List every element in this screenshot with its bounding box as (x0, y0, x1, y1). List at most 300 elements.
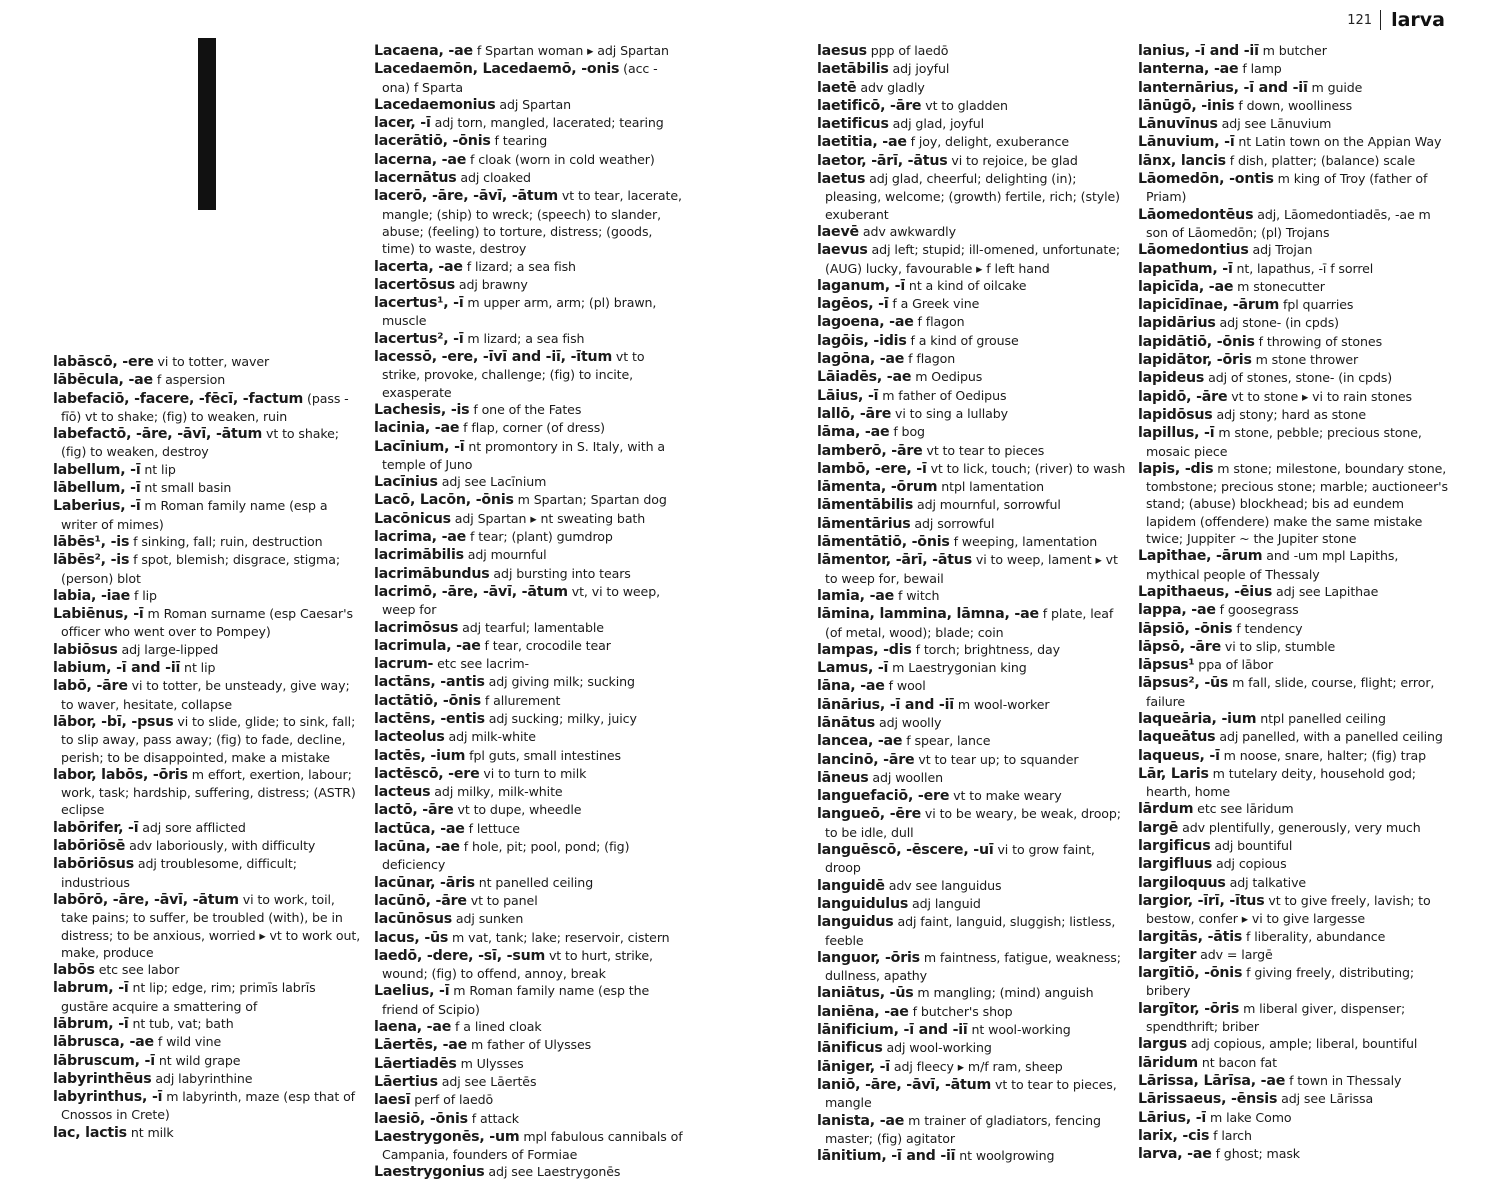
entry-definition: m stone; milestone, boundary stone, tombstone; precious stone; marble; auctioneer's stand; (abuse) blockhead; bis ad eundem lapidem (offendere) make the same mistake twice; Juppiter ~ the Jupiter stone (1146, 460, 1448, 547)
entry-headword: lacrima, -ae (374, 529, 467, 546)
entry-definition: nt lip (140, 461, 176, 477)
entry-definition: nt lip; edge, rim; primīs labrīs gustāre acquire a smattering of (61, 980, 316, 1014)
dictionary-entry (817, 696, 1129, 714)
entry-headword: lābrusca, -ae (53, 1034, 154, 1051)
entry-definition: f ghost; mask (1211, 1146, 1300, 1162)
dictionary-entry (1138, 1072, 1450, 1090)
dictionary-entry (1138, 460, 1450, 547)
entry-headword: languefaciō, -ere (817, 788, 950, 805)
entry-definition: m fall, slide, course, flight; error, failure (1146, 675, 1435, 709)
dictionary-entry (374, 1018, 684, 1036)
entry-definition: adj sorrowful (910, 515, 995, 531)
entry-definition: f butcher's shop (908, 1003, 1013, 1019)
dictionary-entry (817, 152, 1129, 170)
entry-headword: labellum, -ī (53, 461, 141, 478)
entry-headword: lactō, -āre (374, 802, 454, 819)
dictionary-entry (817, 241, 1129, 277)
entry-definition: vi to rejoice, be glad (947, 152, 1078, 168)
entry-headword: lallō, -āre (817, 405, 892, 422)
entry-definition: f cloak (worn in cold weather) (466, 151, 655, 167)
dictionary-entry (817, 1058, 1129, 1076)
dictionary-entry (817, 515, 1129, 533)
entry-definition: vt to hurt, strike, wound; (fig) to offend, annoy, break (382, 947, 653, 982)
entry-definition: m labyrinth, maze (esp that of Cnossos in Crete) (61, 1089, 356, 1123)
entry-definition: m tutelary deity, household god; hearth, home (1146, 765, 1416, 800)
dictionary-entry (53, 479, 365, 497)
entry-headword: lactēs, -ium (374, 747, 466, 764)
dictionary-entry (817, 1147, 1129, 1165)
entry-headword: laetus (817, 171, 866, 188)
entry-headword: lānūgō, -inis (1138, 97, 1235, 114)
entry-definition: vt to panel (466, 892, 538, 908)
dictionary-entry (374, 473, 684, 491)
dictionary-entry (374, 892, 684, 910)
dictionary-entry (374, 820, 684, 838)
entry-headword: Lacedaemonius (374, 96, 496, 113)
entry-headword: lagoena, -ae (817, 314, 914, 331)
entry-definition: adj see Lacīnium (437, 474, 547, 490)
dictionary-entry (374, 947, 684, 983)
entry-headword: lacerta, -ae (374, 258, 463, 275)
entry-headword: lanista, -ae (817, 1112, 905, 1129)
dictionary-entry (374, 401, 684, 419)
dictionary-entry (53, 587, 365, 605)
entry-definition: f town in Thessaly (1285, 1072, 1402, 1088)
dictionary-entry (817, 877, 1129, 895)
entry-definition: adj Trojan (1248, 242, 1313, 258)
dictionary-entry (817, 1076, 1129, 1112)
entry-headword: Lāertēs, -ae (374, 1037, 468, 1054)
entry-headword: languidus (817, 914, 894, 931)
dictionary-entry (817, 460, 1129, 478)
entry-headword: largior, -īrī, -ītus (1138, 892, 1265, 909)
dictionary-entry (374, 692, 684, 710)
entry-definition: etc see lacrim- (433, 656, 529, 672)
entry-definition: f dish, platter; (balance) scale (1225, 152, 1416, 168)
entry-headword: lamberō, -āre (817, 442, 923, 459)
entry-headword: languēscō, -ēscere, -uī (817, 842, 994, 859)
dictionary-entry (817, 277, 1129, 295)
dictionary-entry (817, 1021, 1129, 1039)
dictionary-entry (817, 805, 1129, 841)
entry-headword: lagēos, -ī (817, 296, 889, 313)
dictionary-entry (53, 461, 365, 479)
entry-headword: lābrum, -ī (53, 1015, 129, 1032)
dictionary-entry (374, 838, 684, 874)
entry-definition: m butcher (1258, 43, 1327, 58)
entry-headword: larva, -ae (1138, 1146, 1212, 1163)
dictionary-entry (374, 546, 684, 564)
dictionary-entry (374, 565, 684, 583)
entry-headword: lapillus, -ī (1138, 425, 1215, 442)
entry-headword: lapideus (1138, 370, 1205, 387)
dictionary-entry (817, 97, 1129, 115)
entry-definition: nt milk (126, 1124, 174, 1140)
entry-definition: etc see labor (94, 962, 180, 978)
entry-definition: m noose, snare, halter; (fig) trap (1219, 747, 1427, 763)
entry-definition: adj copious (1212, 856, 1287, 872)
entry-headword: lānitium, -ī and -iī (817, 1148, 956, 1165)
entry-definition: vt to tear up; to squander (914, 751, 1079, 767)
entry-headword: laetābilis (817, 61, 889, 78)
dictionary-entry (1138, 388, 1450, 406)
entry-headword: largus (1138, 1036, 1187, 1053)
entry-headword: lapathum, -ī (1138, 260, 1233, 277)
entry-headword: Lacō, Lacōn, -ōnis (374, 492, 514, 509)
entry-headword: lanterna, -ae (1138, 61, 1239, 78)
dictionary-entry (817, 115, 1129, 133)
dictionary-entry (1138, 892, 1450, 928)
dictionary-entry (374, 491, 684, 509)
entry-definition: adj see Lānuvium (1217, 116, 1332, 132)
dictionary-entry (374, 114, 684, 132)
entry-headword: Lāomedontēus (1138, 206, 1254, 223)
entry-headword: lānārius, -ī and -iī (817, 696, 954, 713)
dictionary-entry (53, 425, 365, 461)
entry-definition: adj sunken (451, 911, 524, 927)
entry-headword: Laberius, -ī (53, 498, 141, 515)
entry-definition: adj panelled, with a panelled ceiling (1215, 729, 1443, 745)
dictionary-entry (1138, 333, 1450, 351)
entry-definition: m faintness, fatigue, weakness; dullness, apathy (825, 949, 1121, 984)
entry-definition: vt to lick, touch; (river) to wash (926, 460, 1126, 476)
entry-definition: adv awkwardly (858, 223, 956, 239)
dictionary-entry (53, 837, 365, 855)
entry-headword: laesiō, -ōnis (374, 1110, 468, 1127)
dictionary-entry (1138, 241, 1450, 259)
dictionary-entry (1138, 620, 1450, 638)
entry-headword: Lacōnicus (374, 510, 451, 527)
dictionary-column-2 (374, 42, 684, 1182)
entry-headword: Lachesis, -is (374, 401, 470, 418)
entry-definition: adj left; stupid; ill-omened, unfortunate; (AUG) lucky, favourable ▸ f left hand (825, 242, 1120, 276)
entry-headword: largē (1138, 819, 1179, 836)
dictionary-entry (817, 714, 1129, 732)
entry-definition: etc see lāridum (1193, 801, 1294, 817)
dictionary-entry (817, 949, 1129, 985)
entry-headword: lacerātiō, -ōnis (374, 133, 491, 150)
dictionary-entry (817, 841, 1129, 877)
entry-definition: adj mournful, sorrowful (913, 497, 1061, 513)
dictionary-entry (374, 801, 684, 819)
entry-definition: f giving freely, distributing; bribery (1146, 965, 1415, 999)
entry-definition: m mangling; (mind) anguish (913, 985, 1094, 1001)
dictionary-entry (374, 982, 684, 1018)
entry-definition: ntpl panelled ceiling (1256, 710, 1386, 726)
dictionary-entry (1138, 728, 1450, 746)
entry-headword: labōriōsus (53, 856, 134, 873)
entry-headword: lābēs¹, -is (53, 533, 130, 550)
entry-headword: lābruscum, -ī (53, 1052, 155, 1069)
dictionary-entry (53, 713, 365, 766)
entry-definition: f a lined cloak (451, 1019, 542, 1035)
entry-definition: m Roman family name (esp the friend of Scipio) (382, 983, 650, 1017)
entry-definition: m father of Oedipus (878, 387, 1007, 403)
entry-headword: lacrimula, -ae (374, 637, 481, 654)
dictionary-entry (1138, 1054, 1450, 1072)
entry-headword: lapidārius (1138, 315, 1216, 332)
dictionary-entry (374, 510, 684, 528)
entry-definition: adj Spartan (495, 96, 571, 112)
dictionary-entry (374, 910, 684, 928)
entry-definition: adj large-lipped (117, 641, 219, 657)
entry-definition: m Roman family name (esp a writer of mimes) (61, 498, 328, 532)
entry-definition: f sinking, fall; ruin, destruction (129, 533, 323, 549)
entry-headword: lāmentor, -ārī, -ātus (817, 552, 972, 569)
entry-definition: nt tub, vat; bath (128, 1015, 234, 1031)
entry-definition: vi to grow faint, droop (825, 842, 1095, 876)
entry-definition: f lettuce (464, 820, 520, 836)
entry-headword: Lāomedontius (1138, 242, 1249, 259)
entry-headword: largiter (1138, 946, 1197, 963)
dictionary-entry (1138, 369, 1450, 387)
entry-definition: adj joyful (888, 61, 950, 77)
entry-definition: vi to sing a lullaby (891, 405, 1009, 421)
entry-headword: Lapithae, -ārum (1138, 548, 1263, 565)
entry-headword: larix, -cis (1138, 1127, 1210, 1144)
dictionary-entry (817, 659, 1129, 677)
entry-definition: nt bacon fat (1197, 1054, 1277, 1070)
entry-definition: f lamp (1238, 61, 1282, 77)
dictionary-entry (1138, 855, 1450, 873)
dictionary-entry (374, 765, 684, 783)
dictionary-entry (374, 96, 684, 114)
header-divider (1380, 10, 1381, 30)
entry-definition: vi to slip, stumble (1221, 638, 1336, 654)
entry-definition: vi to slide, glide; to sink, fall; to slip away, pass away; (fig) to fade, decline, perish; to be disappointed, make a mistake (61, 713, 356, 765)
dictionary-entry (53, 766, 365, 819)
entry-definition: nt promontory in S. Italy, with a temple of Juno (382, 438, 666, 472)
entry-headword: largiloquus (1138, 874, 1226, 891)
entry-headword: largitās, -ātis (1138, 928, 1243, 945)
entry-headword: laniō, -āre, -āvī, -ātum (817, 1076, 992, 1093)
dictionary-entry (374, 747, 684, 765)
entry-definition: adj sore afflicted (138, 819, 246, 835)
entry-headword: lāniger, -ī (817, 1058, 890, 1075)
entry-definition: f attack (467, 1110, 519, 1126)
entry-definition: adj talkative (1225, 874, 1307, 890)
dictionary-entry (1138, 656, 1450, 674)
entry-definition: adj sucking; milky, juicy (484, 710, 637, 726)
entry-definition: nt lip (180, 660, 216, 676)
dictionary-entry (53, 979, 365, 1015)
entry-headword: labyrinthus, -ī (53, 1089, 163, 1106)
dictionary-entry (1138, 260, 1450, 278)
entry-definition: f lip (130, 587, 157, 603)
entry-definition: f flagon (913, 314, 965, 330)
entry-definition: vt, vi to weep, weep for (382, 583, 661, 618)
entry-headword: lāna, -ae (817, 678, 885, 695)
entry-headword: lacertōsus (374, 276, 455, 293)
dictionary-entry (53, 891, 365, 961)
entry-definition: adj woollen (868, 769, 943, 785)
entry-headword: lacteus (374, 784, 431, 801)
entry-headword: labōrifer, -ī (53, 819, 139, 836)
dictionary-entry (1138, 1090, 1450, 1108)
entry-headword: lānificus (817, 1040, 883, 1057)
entry-headword: Laestrygonēs, -um (374, 1128, 520, 1145)
page-header (1347, 8, 1445, 32)
entry-definition: ppp of laedō (866, 43, 949, 58)
dictionary-entry (817, 913, 1129, 949)
entry-headword: lagōis, -idis (817, 332, 907, 349)
dictionary-entry (374, 276, 684, 294)
entry-definition: m lake Como (1206, 1109, 1292, 1125)
dictionary-entry (817, 1112, 1129, 1148)
entry-definition: adj cloaked (456, 170, 531, 186)
entry-headword: lāpsō, -āre (1138, 638, 1221, 655)
dictionary-entry (53, 819, 365, 837)
entry-headword: labor, labōs, -ōris (53, 766, 188, 783)
entry-headword: lactēscō, -ere (374, 765, 480, 782)
entry-definition: m stone thrower (1251, 352, 1359, 368)
dictionary-entry (1138, 115, 1450, 133)
entry-headword: lacertus², -ī (374, 330, 464, 347)
entry-definition: f one of the Fates (469, 401, 582, 417)
dictionary-entry (53, 641, 365, 659)
entry-headword: labō, -āre (53, 678, 128, 695)
entry-definition: f flap, corner (of dress) (459, 420, 605, 436)
entry-headword: Lārissa, Lārīsa, -ae (1138, 1072, 1286, 1089)
entry-headword: Lacedaemōn, Lacedaemō, -onis (374, 61, 620, 78)
entry-definition: vi to totter, be unsteady, give way; to waver, hesitate, collapse (61, 678, 350, 712)
dictionary-entry (374, 294, 684, 330)
entry-definition: adj of stones, stone- (in cpds) (1204, 370, 1393, 386)
entry-definition: m Laestrygonian king (888, 660, 1027, 676)
entry-definition: adj giving milk; sucking (484, 674, 635, 690)
entry-headword: laevus (817, 242, 868, 259)
dictionary-entry (374, 348, 684, 401)
entry-definition: adj bountiful (1210, 838, 1293, 854)
entry-headword: lancinō, -āre (817, 751, 915, 768)
dictionary-entry (817, 984, 1129, 1002)
entry-headword: Lāertius (374, 1073, 438, 1090)
entry-headword: lacerna, -ae (374, 151, 467, 168)
entry-definition: adj, Lāomedontiadēs, -ae m son of Lāomedōn; (pl) Trojans (1146, 206, 1431, 240)
dictionary-entry (817, 295, 1129, 313)
entry-headword: lac, lactis (53, 1124, 127, 1141)
entry-headword: lacūna, -ae (374, 839, 460, 856)
entry-definition: f a Greek vine (888, 296, 980, 312)
entry-headword: Laestrygonius (374, 1164, 485, 1181)
entry-definition: f allurement (480, 692, 561, 708)
entry-headword: laqueus, -ī (1138, 747, 1220, 764)
entry-definition: adj mournful (463, 547, 547, 563)
entry-definition: adj milk-white (444, 729, 536, 745)
entry-definition: f bog (889, 424, 925, 440)
dictionary-entry (1138, 79, 1450, 97)
dictionary-entry (374, 151, 684, 169)
dictionary-entry (1138, 710, 1450, 728)
dictionary-entry (1138, 424, 1450, 460)
dictionary-entry (1138, 928, 1450, 946)
entry-headword: Lacīnium, -ī (374, 438, 465, 455)
dictionary-entry (374, 438, 684, 474)
entry-headword: laniēna, -ae (817, 1003, 909, 1020)
entry-definition: m upper arm, arm; (pl) brawn, muscle (382, 295, 657, 329)
entry-definition: ppa of lābor (1194, 657, 1274, 673)
page-number: 121 (1347, 12, 1373, 28)
dictionary-entry (374, 528, 684, 546)
entry-headword: lānificium, -ī and -iī (817, 1022, 968, 1039)
entry-definition: adj bursting into tears (489, 565, 631, 581)
entry-definition: adj fleecy ▸ m/f ram, sheep (889, 1058, 1063, 1074)
entry-definition: mpl fabulous cannibals of Campania, founders of Formiae (382, 1128, 683, 1163)
entry-headword: lacrimābilis (374, 547, 464, 564)
entry-headword: lacūnōsus (374, 911, 452, 928)
entry-headword: lacrimōsus (374, 619, 459, 636)
dictionary-entry (1138, 1000, 1450, 1036)
entry-definition: f tendency (1232, 620, 1303, 636)
entry-headword: lapidōsus (1138, 406, 1213, 423)
entry-headword: lāma, -ae (817, 424, 890, 441)
entry-headword: lārdum (1138, 801, 1194, 818)
entry-definition: f hole, pit; pool, pond; (fig) deficiency (382, 839, 630, 873)
dictionary-entry (817, 332, 1129, 350)
entry-headword: laesī (374, 1092, 411, 1109)
entry-definition: vt to tear to pieces (922, 442, 1045, 458)
dictionary-entry (53, 1052, 365, 1070)
entry-headword: Lānuvium, -ī (1138, 134, 1235, 151)
dictionary-entry (374, 1163, 684, 1181)
entry-definition: m vat, tank; lake; reservoir, cistern (448, 929, 670, 945)
dictionary-entry (1138, 406, 1450, 424)
dictionary-entry (817, 60, 1129, 78)
entry-headword: lacinia, -ae (374, 420, 460, 437)
entry-definition: f tear, crocodile tear (480, 637, 611, 653)
dictionary-entry (1138, 278, 1450, 296)
dictionary-entry (1138, 874, 1450, 892)
dictionary-entry (817, 587, 1129, 605)
entry-headword: lacūnar, -āris (374, 874, 475, 891)
dictionary-entry (1138, 133, 1450, 151)
entry-headword: lactātiō, -ōnis (374, 692, 481, 709)
entry-definition: adj woolly (875, 714, 942, 730)
dictionary-entry (817, 223, 1129, 241)
entry-headword: laena, -ae (374, 1019, 452, 1036)
dictionary-entry (374, 419, 684, 437)
dictionary-entry (53, 1124, 365, 1142)
dictionary-entry (817, 551, 1129, 587)
dictionary-entry (817, 405, 1129, 423)
dictionary-entry (1138, 152, 1450, 170)
entry-definition: nt a kind of oilcake (905, 277, 1027, 293)
entry-headword: lanius, -ī and -iī (1138, 43, 1259, 59)
dictionary-entry (817, 387, 1129, 405)
entry-headword: lapis, -dis (1138, 460, 1214, 477)
entry-headword: labōrō, -āre, -āvī, -ātum (53, 891, 239, 908)
entry-definition: f tear; (plant) gumdrop (466, 529, 613, 545)
entry-headword: Lāomedōn, -ontis (1138, 171, 1274, 188)
entry-headword: laetitia, -ae (817, 134, 907, 151)
entry-definition: m stonecutter (1233, 278, 1325, 294)
entry-headword: lacus, -ūs (374, 929, 449, 946)
entry-headword: lābēcula, -ae (53, 372, 153, 389)
entry-definition: nt, lapathus, -ī f sorrel (1232, 260, 1374, 276)
entry-definition: m effort, exertion, labour; work, task; hardship, suffering, distress; (ASTR) eclipse (61, 766, 356, 818)
entry-definition: f flagon (904, 351, 956, 367)
entry-headword: laniātus, -ūs (817, 985, 914, 1002)
dictionary-entry (1138, 674, 1450, 710)
entry-headword: lāpsus², -ūs (1138, 675, 1229, 692)
entry-headword: lāmina, lammina, lāmna, -ae (817, 606, 1039, 623)
entry-definition: f tearing (490, 133, 548, 149)
thumb-letter-l (198, 38, 216, 210)
dictionary-entry (1138, 351, 1450, 369)
dictionary-entry (53, 1088, 365, 1124)
entry-headword: lappa, -ae (1138, 602, 1216, 619)
entry-definition: vi to totter, waver (153, 354, 270, 369)
